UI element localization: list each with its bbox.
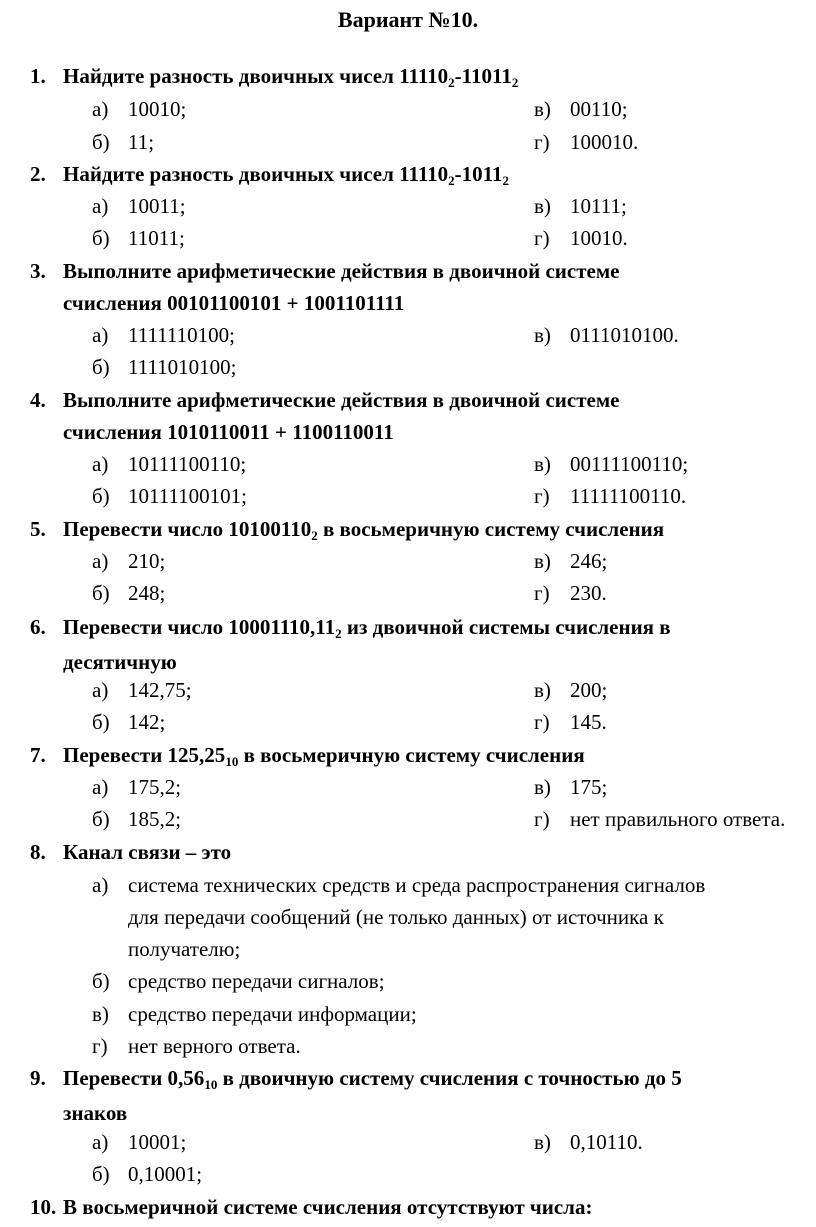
option-b xyxy=(92,222,185,254)
option-a xyxy=(92,190,186,222)
question-number: 7. xyxy=(30,743,46,767)
option-letter: в) xyxy=(534,1130,551,1154)
option-g xyxy=(534,480,686,512)
option-v xyxy=(534,674,607,706)
option-letter: б) xyxy=(92,807,110,831)
option-v xyxy=(534,771,607,803)
question-text-part: Перевести 125,25 xyxy=(63,743,226,767)
option-v xyxy=(534,1126,643,1158)
option-letter: а) xyxy=(92,873,109,897)
option-b xyxy=(92,480,247,512)
page-title: Вариант №10. xyxy=(337,7,479,32)
option-b xyxy=(92,1158,202,1190)
option-letter: в) xyxy=(534,678,551,702)
option-letter: в) xyxy=(534,97,551,121)
option-text: 185,2; xyxy=(128,807,182,831)
question-number: 8. xyxy=(30,840,46,864)
subscript: 2 xyxy=(311,528,318,543)
option-letter: в) xyxy=(534,775,551,799)
question-number: 6. xyxy=(30,615,46,639)
option-g xyxy=(534,222,628,254)
option-text: 210; xyxy=(128,549,166,573)
question-text-part: Перевести 0,56 xyxy=(63,1066,205,1090)
option-text: средство передачи сигналов; xyxy=(128,969,385,993)
option-text: нет верного ответа. xyxy=(128,1034,301,1058)
question-number: 5. xyxy=(30,517,46,541)
option-letter: г) xyxy=(534,130,550,154)
question-text xyxy=(63,384,813,448)
option-text: 00110; xyxy=(570,97,628,121)
question-text-part: в восьмеричную систему счисления xyxy=(317,517,665,541)
option-text-line: для передачи сообщений (не только данных) от источника к xyxy=(128,905,664,929)
question-text-part: в двоичную систему счисления с точностью до 5 xyxy=(217,1066,682,1090)
option-text: 175,2; xyxy=(128,775,182,799)
option-b xyxy=(92,577,165,609)
option-letter: в) xyxy=(92,1002,109,1026)
option-a xyxy=(92,771,181,803)
question-text xyxy=(63,255,813,319)
option-text: 230. xyxy=(570,581,607,605)
option-b xyxy=(92,126,154,158)
option-text: 10111; xyxy=(570,194,627,218)
question-text-line xyxy=(63,1062,813,1097)
option-a xyxy=(92,1126,186,1158)
option-letter: а) xyxy=(92,678,109,702)
option-v xyxy=(92,998,417,1030)
option-letter: б) xyxy=(92,1162,110,1186)
option-g xyxy=(534,803,785,835)
question-text xyxy=(63,513,813,548)
option-a xyxy=(92,448,246,480)
option-v xyxy=(534,190,627,222)
option-text: 200; xyxy=(570,678,608,702)
question-text xyxy=(63,611,813,678)
option-a xyxy=(92,869,812,965)
subscript: 2 xyxy=(335,626,342,641)
option-b xyxy=(92,351,237,383)
question-text-line: знаков xyxy=(63,1101,128,1125)
question-text-line: счисления 1010110011 + 1100110011 xyxy=(63,420,394,444)
option-text: 10111100110; xyxy=(128,452,247,476)
option-text: 10111100101; xyxy=(128,484,247,508)
option-text: 142,75; xyxy=(128,678,192,702)
option-letter: б) xyxy=(92,484,110,508)
subscript: 2 xyxy=(511,75,519,90)
question-text xyxy=(63,158,813,193)
question-text-line: десятичную xyxy=(63,650,177,674)
option-letter: в) xyxy=(534,452,551,476)
option-text: 10010. xyxy=(570,226,628,250)
option-text: 0,10110. xyxy=(570,1130,643,1154)
option-a xyxy=(92,319,235,351)
option-letter: б) xyxy=(92,355,110,379)
option-text: 0,10001; xyxy=(128,1162,203,1186)
option-text: 0111010100. xyxy=(570,323,679,347)
option-text: 10011; xyxy=(128,194,186,218)
option-text: 11; xyxy=(128,130,155,154)
question-text xyxy=(63,60,813,95)
option-text: 246; xyxy=(570,549,608,573)
subscript: 10 xyxy=(204,1077,218,1092)
option-letter: г) xyxy=(534,484,550,508)
question-text-line: Выполните арифметические действия в двоичной системе xyxy=(63,388,620,412)
question-text-line xyxy=(63,611,813,646)
option-v xyxy=(534,319,679,351)
option-a xyxy=(92,93,186,125)
option-b xyxy=(92,965,385,997)
option-letter: г) xyxy=(534,226,550,250)
subscript: 2 xyxy=(448,173,455,188)
option-text: 10010; xyxy=(128,97,187,121)
option-text: средство передачи информации; xyxy=(128,1002,417,1026)
option-b xyxy=(92,706,165,738)
option-letter: г) xyxy=(534,807,550,831)
option-letter: б) xyxy=(92,710,110,734)
subscript: 2 xyxy=(448,75,455,90)
question-text-part: из двоичной системы счисления в xyxy=(341,615,671,639)
option-a xyxy=(92,545,165,577)
question-number: 9. xyxy=(30,1066,46,1090)
question-text-part: Найдите разность двоичных чисел 11110 xyxy=(63,64,449,88)
option-letter: в) xyxy=(534,549,551,573)
option-text: 248; xyxy=(128,581,166,605)
option-letter: а) xyxy=(92,452,109,476)
option-text-line: получателю; xyxy=(128,937,241,961)
option-letter: б) xyxy=(92,130,110,154)
question-text: Канал связи – это xyxy=(63,840,232,864)
question-number: 4. xyxy=(30,388,46,412)
option-text: 10001; xyxy=(128,1130,187,1154)
option-text: 1111110100; xyxy=(128,323,235,347)
option-text: 142; xyxy=(128,710,166,734)
option-letter: б) xyxy=(92,969,110,993)
question-text xyxy=(63,1062,813,1129)
option-text: 11111100110. xyxy=(570,484,687,508)
option-text: 175; xyxy=(570,775,608,799)
option-text: 1111010100; xyxy=(128,355,237,379)
question-text-part: в восьмеричную систему счисления xyxy=(238,743,585,767)
question-text-part: -1011 xyxy=(454,162,503,186)
option-g xyxy=(92,1030,301,1062)
option-letter: б) xyxy=(92,226,110,250)
question-text xyxy=(63,739,813,774)
subscript: 10 xyxy=(225,754,239,769)
option-letter: а) xyxy=(92,1130,109,1154)
question-number: 1. xyxy=(30,64,46,88)
option-v xyxy=(534,448,688,480)
question-text-line: Выполните арифметические действия в двоичной системе xyxy=(63,259,620,283)
option-a xyxy=(92,674,192,706)
option-g xyxy=(534,126,638,158)
option-letter: а) xyxy=(92,194,109,218)
option-text-line: система технических средств и среда распространения сигналов xyxy=(128,873,706,897)
option-letter: а) xyxy=(92,549,109,573)
option-b xyxy=(92,803,181,835)
option-letter: г) xyxy=(534,581,550,605)
question-number: 10. xyxy=(30,1195,57,1219)
question-text-line: счисления 00101100101 + 1001101111 xyxy=(63,291,405,315)
option-letter: в) xyxy=(534,194,551,218)
subscript: 2 xyxy=(502,173,510,188)
option-g xyxy=(534,706,607,738)
option-letter: б) xyxy=(92,581,110,605)
question-number: 2. xyxy=(30,162,46,186)
option-letter: в) xyxy=(534,323,551,347)
question-number: 3. xyxy=(30,259,46,283)
option-text: 11011; xyxy=(128,226,185,250)
option-text: 00111100110; xyxy=(570,452,689,476)
option-letter: г) xyxy=(92,1034,108,1058)
question-text-part: -11011 xyxy=(454,64,512,88)
option-text: 145. xyxy=(570,710,607,734)
option-letter: а) xyxy=(92,97,109,121)
question-text-part: Перевести число 10001110,11 xyxy=(63,615,336,639)
option-v xyxy=(534,93,628,125)
question-text-part: Найдите разность двоичных чисел 11110 xyxy=(63,162,449,186)
option-letter: а) xyxy=(92,323,109,347)
option-v xyxy=(534,545,607,577)
option-text: нет правильного ответа. xyxy=(570,807,786,831)
option-text: 100010. xyxy=(570,130,639,154)
question-text: В восьмеричной системе счисления отсутствуют числа: xyxy=(63,1195,593,1219)
option-letter: г) xyxy=(534,710,550,734)
option-letter: а) xyxy=(92,775,109,799)
option-g xyxy=(534,577,607,609)
question-text-part: Перевести число 10100110 xyxy=(63,517,312,541)
